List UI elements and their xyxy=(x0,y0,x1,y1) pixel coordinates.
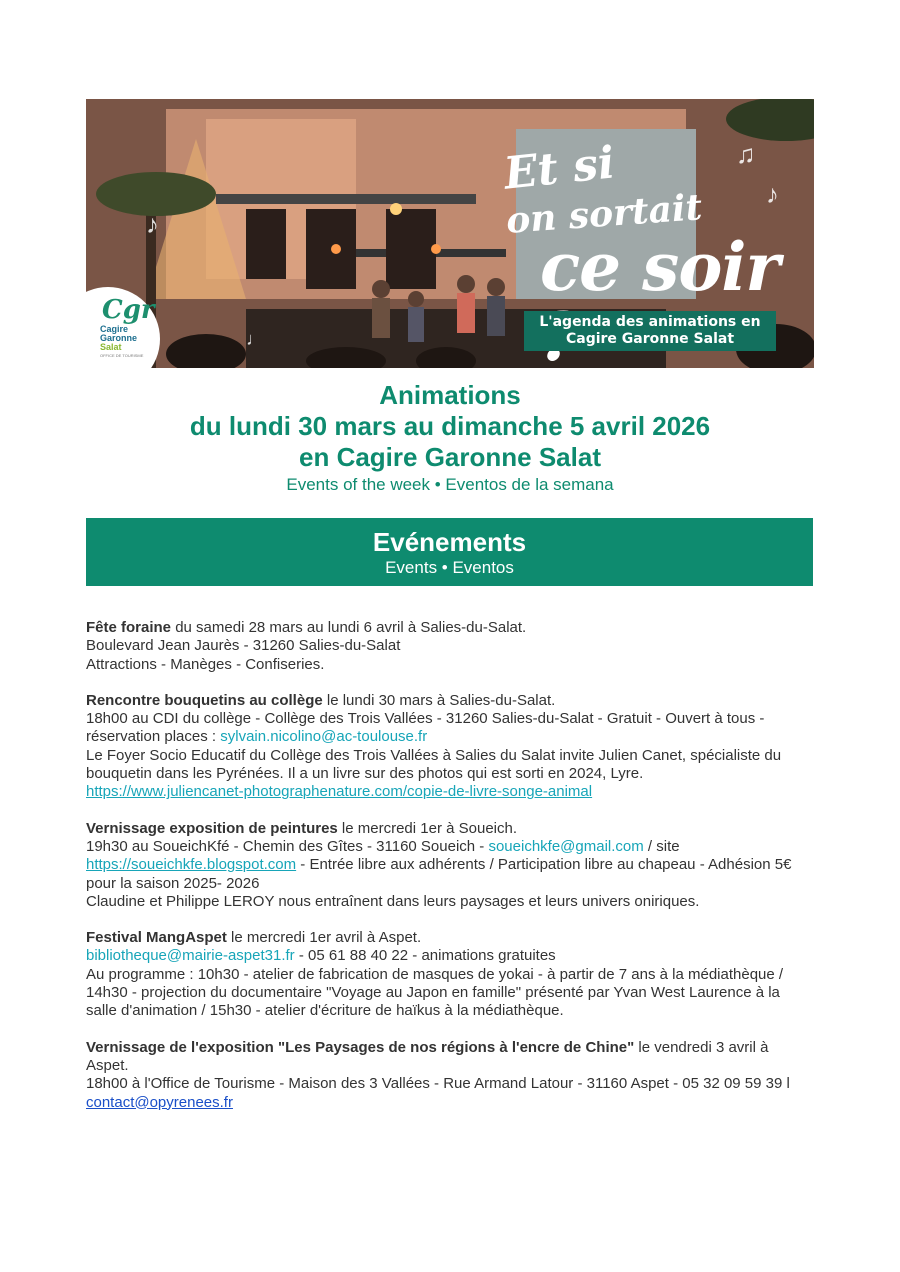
event-name: Rencontre bouquetins au collège xyxy=(86,691,323,709)
page-title xyxy=(86,380,814,497)
events-list xyxy=(86,619,814,1130)
logo-line3: Salat xyxy=(100,342,122,352)
event-item xyxy=(86,1039,814,1112)
logo-line4: OFFICE DE TOURISME xyxy=(100,353,144,358)
event-email-link[interactable]: soueichkfe@gmail.com xyxy=(488,837,644,855)
event-item xyxy=(86,929,814,1020)
event-heading xyxy=(86,692,814,710)
banner-headline-line3: ce soir xyxy=(540,228,780,306)
event-website-link[interactable]: https://soueichkfe.blogspot.com xyxy=(86,856,297,874)
event-address: Boulevard Jean Jaurès - 31260 Salies-du-Salat xyxy=(86,637,401,655)
section-title: Evénements xyxy=(372,527,527,557)
event-name: Fête foraine xyxy=(86,619,172,636)
event-description: Attractions - Manèges - Confiseries. xyxy=(86,655,325,673)
section-header-events xyxy=(86,518,813,586)
banner-headline-line2: on sortait xyxy=(504,186,704,242)
event-details xyxy=(86,947,814,965)
event-heading xyxy=(86,820,814,838)
event-when: le mercredi 1er à Soueich. xyxy=(337,819,518,837)
event-heading xyxy=(86,619,814,637)
agenda-line1: L'agenda des animations en xyxy=(539,314,761,330)
section-subtitle: Events • Eventos xyxy=(385,558,514,577)
music-note-icon: ♪ xyxy=(146,209,159,239)
header-banner xyxy=(86,99,814,368)
music-note-icon: ♩ xyxy=(246,329,264,349)
event-name: Vernissage de l'exposition "Les Paysages de nos régions à l'encre de Chine" xyxy=(86,1038,635,1056)
event-item xyxy=(86,619,814,674)
event-heading xyxy=(86,1039,814,1076)
logo-mark: Cgr xyxy=(102,295,155,325)
banner-headline-line1: Et si xyxy=(501,137,617,200)
event-details xyxy=(86,1075,814,1112)
event-description: Claudine et Philippe LEROY nous entraînent dans leurs paysages et leurs univers oniriques. xyxy=(86,892,700,910)
agenda-label xyxy=(524,311,776,351)
title-line3: en Cagire Garonne Salat xyxy=(299,442,601,472)
cagire-garonne-salat-logo xyxy=(86,287,160,368)
music-note-icon: ♫ xyxy=(736,139,756,169)
event-item xyxy=(86,820,814,911)
event-item xyxy=(86,692,814,802)
event-when: le lundi 30 mars à Salies-du-Salat. xyxy=(322,691,556,709)
logo-line2: Garonne xyxy=(100,333,138,343)
event-email-link[interactable]: bibliotheque@mairie-aspet31.fr xyxy=(86,947,295,965)
event-name: Vernissage exposition de peintures xyxy=(86,819,338,837)
agenda-line2: Cagire Garonne Salat xyxy=(565,331,735,347)
event-heading xyxy=(86,929,814,947)
event-info: 18h00 à l'Office de Tourisme - Maison des 3 Vallées - Rue Armand Latour - 31160 Aspet - 05 32 09 59 39 l xyxy=(86,1075,790,1093)
event-when: le vendredi 3 avril à Aspet. xyxy=(86,1038,769,1074)
music-note-icon: ♪ xyxy=(766,179,779,209)
event-email-link[interactable]: contact@opyrenees.fr xyxy=(86,1093,233,1111)
event-details xyxy=(86,710,814,747)
title-line2: du lundi 30 mars au dimanche 5 avril 2026 xyxy=(189,411,711,441)
event-description: Le Foyer Socio Educatif du Collège des Trois Vallées à Salies du Salat invite Julien Canet, spécialiste du bouquetin dans les Pyrénées. Il a un livre sur des photos qui est sorti en 2024, Lyre. xyxy=(86,746,782,783)
logo-line1: Cagire xyxy=(100,324,129,334)
event-info-more: - Entrée libre aux adhérents / Participation libre au chapeau - Adhésion 5€ pour la saison 2025- 2026 xyxy=(86,856,792,892)
event-site-label: / site xyxy=(643,837,680,855)
title-line1: Animations xyxy=(379,380,521,410)
event-email-link[interactable]: sylvain.nicolino@ac-toulouse.fr xyxy=(220,728,428,746)
event-info: - 05 61 88 40 22 - animations gratuites xyxy=(294,947,556,965)
event-website-link[interactable]: https://www.juliencanet-photographenature.com/copie-de-livre-songe-animal xyxy=(86,783,593,801)
title-subtitle: Events of the week • Eventos de la semana xyxy=(286,475,614,494)
event-description: Au programme : 10h30 - atelier de fabrication de masques de yokai - à partir de 7 ans à la médiathèque / 14h30 - projection du documentaire "Voyage au Japon en famille" présenté par Yvan West Laurence à la salle d'animation / 15h30 - atelier d'écriture de haïkus à la médiathèque. xyxy=(86,965,784,1020)
event-name: Festival MangAspet xyxy=(86,929,227,947)
event-when: du samedi 28 mars au lundi 6 avril à Salies-du-Salat. xyxy=(171,619,527,636)
event-info: 18h00 au CDI du collège - Collège des Trois Vallées - 31260 Salies-du-Salat - Gratuit - Ouvert à tous - réservation places : xyxy=(86,710,765,746)
event-info: 19h30 au SoueichKfé - Chemin des Gîtes - 31160 Soueich - xyxy=(86,837,489,855)
event-details xyxy=(86,838,814,893)
event-when: le mercredi 1er avril à Aspet. xyxy=(226,929,422,947)
